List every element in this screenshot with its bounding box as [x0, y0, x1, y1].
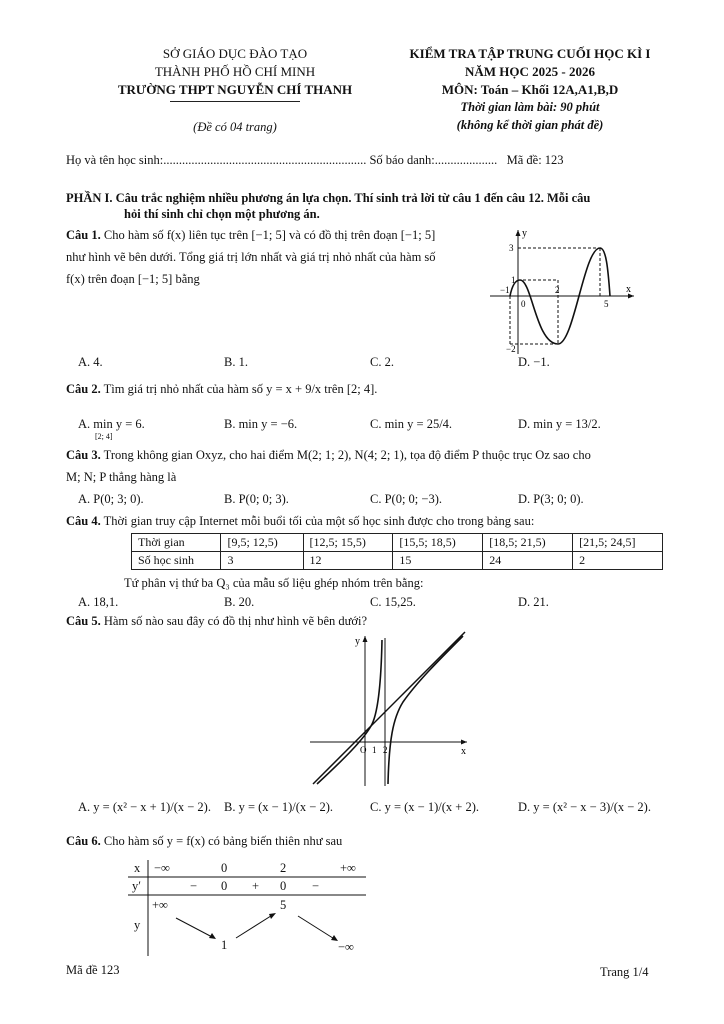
q1-text3: f(x) trên đoạn [−1; 5] bằng — [66, 272, 200, 286]
q4-option-a[interactable]: A. 18,1. — [78, 595, 119, 609]
q3-option-c[interactable]: C. P(0; 0; −3). — [370, 492, 442, 506]
bbt-yprime-zero-2: 0 — [280, 879, 287, 893]
q5-graph-x-label: x — [461, 746, 466, 757]
bbt-y-max: 5 — [280, 898, 287, 912]
q4-table-row-time — [132, 534, 663, 552]
bbt-yprime-sign-3: − — [312, 879, 320, 893]
q3-text1: Trong không gian Oxyz, cho hai điểm M(2; 1; 2), N(4; 2; 1), tọa độ điểm P thuộc trục Oz sao cho — [103, 448, 591, 462]
q6-text: Cho hàm số y = f(x) có bảng biến thiên như sau — [103, 834, 343, 848]
table-cell: [21,5; 24,5] — [573, 534, 663, 552]
q1-tick-2: 2 — [555, 285, 560, 295]
q1-option-b[interactable]: B. 1. — [224, 355, 248, 369]
bbt-y-neg-inf: −∞ — [338, 940, 354, 954]
q2-option-b[interactable]: B. min y = −6. — [224, 417, 298, 431]
student-info-line — [66, 153, 564, 168]
q1-option-a[interactable]: A. 4. — [78, 355, 103, 369]
q5-graph-y-label: y — [355, 636, 360, 647]
q5-line — [66, 614, 367, 629]
q4-table-row-count — [132, 552, 663, 570]
q4-option-d[interactable]: D. 21. — [518, 595, 549, 609]
q1-tick-0: 0 — [521, 299, 526, 309]
q3-label: Câu 3. — [66, 448, 101, 462]
q5-tick-2: 2 — [383, 745, 388, 755]
table-cell: 24 — [483, 552, 573, 570]
bbt-yprime-zero-1: 0 — [221, 879, 228, 893]
q1-option-d[interactable]: D. −1. — [518, 355, 550, 369]
bbt-x-0: 0 — [221, 861, 228, 875]
q1-tick-minus1: −1 — [500, 285, 510, 295]
q1-tick-minus2: −2 — [506, 344, 516, 354]
table-cell: Số học sinh — [132, 552, 221, 570]
q3-option-a[interactable]: A. P(0; 3; 0). — [78, 492, 144, 506]
pages-note: (Đề có 04 trang) — [193, 120, 277, 134]
q5-tick-1: 1 — [372, 745, 377, 755]
q2-min-subscript: [2; 4] — [95, 432, 113, 441]
q4-line — [66, 514, 534, 529]
exam-code: Mã đề: 123 — [506, 153, 564, 167]
time-note: (không kể thời gian phát đề) — [456, 118, 604, 132]
q4-option-c[interactable]: C. 15,25. — [370, 595, 416, 609]
q1-tick-5: 5 — [604, 299, 609, 309]
q1-tick-3: 3 — [509, 243, 514, 253]
q1-text2: như hình vẽ bên dưới. Tổng giá trị lớn nhất và giá trị nhỏ nhất của hàm số — [66, 250, 436, 264]
q4-text2: Tứ phân vị thứ ba Q₃ của mẫu số liệu ghép nhóm trên bằng: — [124, 576, 424, 590]
table-cell: 3 — [221, 552, 303, 570]
q2-text: Tìm giá trị nhỏ nhất của hàm số y = x + 9/x trên [2; 4]. — [103, 382, 378, 396]
table-cell: 15 — [393, 552, 483, 570]
school-year: NĂM HỌC 2025 - 2026 — [465, 64, 595, 79]
exam-title: KIỂM TRA TẬP TRUNG CUỐI HỌC KÌ I — [409, 46, 651, 61]
q1-text1: Cho hàm số f(x) liên tục trên [−1; 5] và có đồ thị trên đoạn [−1; 5] — [103, 228, 436, 242]
table-cell: 12 — [303, 552, 393, 570]
q6-label: Câu 6. — [66, 834, 101, 848]
bbt-x-label: x — [134, 861, 141, 875]
q4-text: Thời gian truy cập Internet mỗi buổi tối của một số học sinh được cho trong bảng sau: — [103, 514, 535, 528]
bbt-x-neg-inf: −∞ — [154, 861, 170, 875]
table-cell: Thời gian — [132, 534, 221, 552]
q2-label: Câu 2. — [66, 382, 101, 396]
q5-tick-origin: O — [360, 745, 367, 755]
bbt-y-min: 1 — [221, 938, 228, 952]
student-id-label: Số báo danh: — [369, 153, 435, 167]
q1-graph-y-label: y — [522, 228, 527, 239]
q2-line — [66, 382, 377, 397]
q5-text: Hàm số nào sau đây có đồ thị như hình vẽ bên dưới? — [103, 614, 368, 628]
part1-title: PHẦN I. Câu trắc nghiệm nhiều phương án lựa chọn. Thí sinh trả lời từ câu 1 đến câu 12. Mỗi câu — [66, 191, 591, 205]
q4-label: Câu 4. — [66, 514, 101, 528]
bbt-yprime-sign-2: + — [252, 879, 260, 893]
q1-option-c[interactable]: C. 2. — [370, 355, 394, 369]
part1-title-cont: hỏi thí sinh chỉ chọn một phương án. — [124, 207, 320, 221]
q2-option-a[interactable]: A. min y = 6. — [78, 417, 145, 431]
q6-line — [66, 834, 342, 849]
q4-table — [131, 533, 663, 570]
student-name-label: Họ và tên học sinh: — [66, 153, 164, 167]
q5-option-a[interactable]: A. y = (x² − x + 1)/(x − 2). — [78, 800, 211, 814]
q5-option-d[interactable]: D. y = (x² − x − 3)/(x − 2). — [518, 800, 651, 814]
table-cell: 2 — [573, 552, 663, 570]
bbt-x-pos-inf: +∞ — [340, 861, 356, 875]
table-cell: [9,5; 12,5) — [221, 534, 303, 552]
subject: MÔN: Toán – Khối 12A,A1,B,D — [441, 82, 619, 97]
q3-option-d[interactable]: D. P(3; 0; 0). — [518, 492, 584, 506]
q1-graph — [488, 228, 638, 358]
footer-exam-code: Mã đề 123 — [66, 963, 120, 977]
header-underline — [170, 101, 300, 102]
table-cell: [15,5; 18,5) — [393, 534, 483, 552]
q3-line1 — [66, 448, 591, 463]
q4-option-b[interactable]: B. 20. — [224, 595, 255, 609]
q1-tick-1: 1 — [511, 275, 516, 285]
q5-option-b[interactable]: B. y = (x − 1)/(x − 2). — [224, 800, 333, 814]
city-name: THÀNH PHỐ HỒ CHÍ MINH — [154, 64, 316, 79]
time-limit: Thời gian làm bài: 90 phút — [460, 100, 600, 114]
bbt-yprime-sign-1: − — [190, 879, 198, 893]
q2-option-d[interactable]: D. min y = 13/2. — [518, 417, 601, 431]
bbt-y-pos-inf: +∞ — [152, 898, 168, 912]
q5-label: Câu 5. — [66, 614, 101, 628]
q5-option-c[interactable]: C. y = (x − 1)/(x + 2). — [370, 800, 479, 814]
table-cell: [18,5; 21,5) — [483, 534, 573, 552]
q3-text2: M; N; P thẳng hàng là — [66, 470, 177, 484]
q1-line1 — [66, 228, 435, 243]
school-name: TRƯỜNG THPT NGUYỄN CHÍ THANH — [117, 82, 353, 97]
footer-page-number: Trang 1/4 — [600, 965, 649, 979]
student-id-field[interactable]: .................... — [434, 153, 498, 167]
q3-option-b[interactable]: B. P(0; 0; 3). — [224, 492, 289, 506]
q6-variation-table — [128, 860, 368, 956]
q1-label: Câu 1. — [66, 228, 101, 242]
table-cell: [12,5; 15,5) — [303, 534, 393, 552]
student-name-field[interactable]: ................................................................. — [163, 153, 367, 167]
q5-graph — [305, 630, 475, 790]
q2-option-c[interactable]: C. min y = 25/4. — [370, 417, 453, 431]
bbt-yprime-label: y′ — [132, 879, 141, 893]
bbt-x-2: 2 — [280, 861, 287, 875]
dept-name: SỞ GIÁO DỤC ĐÀO TẠO — [162, 46, 308, 61]
q1-graph-x-label: x — [626, 284, 631, 295]
bbt-y-label: y — [134, 918, 141, 932]
